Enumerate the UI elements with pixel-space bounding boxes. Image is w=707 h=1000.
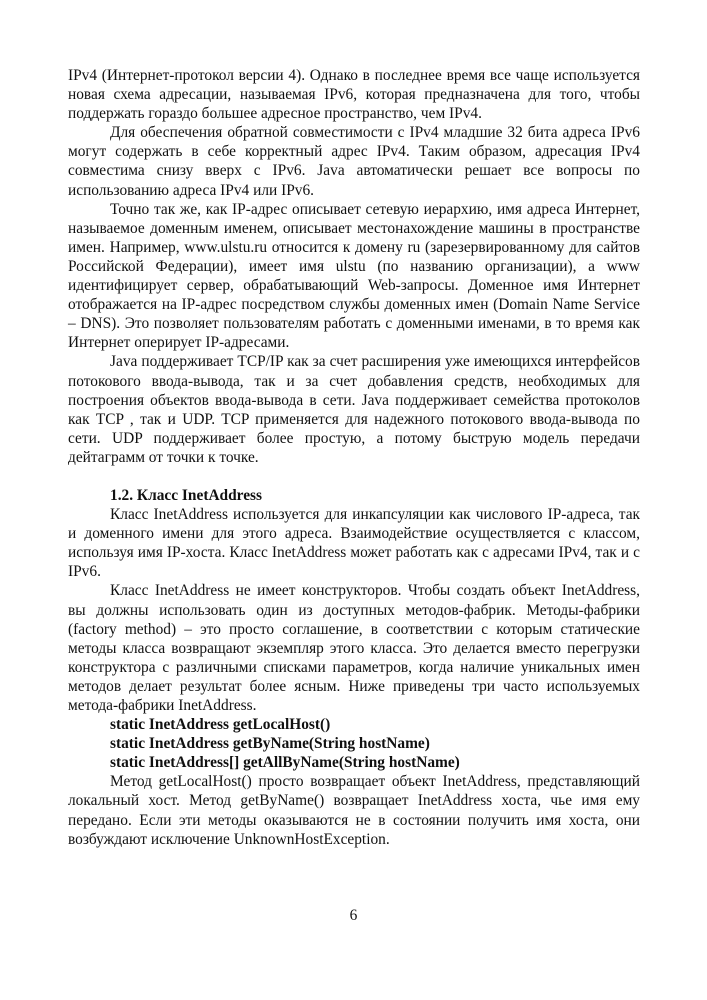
method-signature: static InetAddress[] getAllByName(String hostName) — [110, 754, 460, 772]
paragraph-domain-names: Точно так же, как IP-адрес описывает сетевую иерархию, имя адреса Интернет, называемое доменным именем, описывает местонахождение машины в пространстве имен. Например, www.ulstu.ru относится к домену ru (зарезервированному для сайтов Российской Федерации), имеет имя ulstu (по названию организации), а www идентифицирует сервер, обрабатывающий Web-запросы. Доменное имя Интернет отображается на IP-адрес посредством службы доменных имен (Domain Name Service – DNS). Это позволяет пользователям работать с доменными именами, в то время как Интернет оперирует IP-адресами. — [68, 200, 640, 352]
document-page — [68, 66, 640, 849]
method-list — [68, 715, 640, 772]
paragraph-compatibility: Для обеспечения обратной совместимости с IPv4 младшие 32 бита адреса IPv6 могут содержать в себе корректный адрес IPv4. Таким образом, адресация IPv4 совместима снизу вверх с IPv6. Java автоматически решает все вопросы по использованию адреса IPv4 или IPv6. — [68, 124, 640, 199]
paragraph-factory-methods: Класс InetAddress не имеет конструкторов. Чтобы создать объект InetAddress, вы должны использовать один из доступных методов-фабрик. Методы-фабрики (factory method) – это просто соглашение, в соответствии с которым статические методы класса возвращают экземпляр этого класса. Это делается вместо перегрузки конструктора с различными списками параметров, когда наличие уникальных имен методов делает результат более ясным. Ниже приведены три часто используемых метода-фабрики InetAddress. — [68, 582, 640, 714]
page-number: 6 — [349, 907, 358, 924]
section-spacer — [68, 467, 640, 486]
paragraph-inetaddress-purpose: Класс InetAddress используется для инкапсуляции как числового IP-адреса, так и доменного имени для этого адреса. Взаимодействие осуществляется с классом, используя имя IP-хоста. Класс InetAddress может работать как с адресами IPv4, так и с IPv6. — [68, 506, 640, 581]
paragraph-ipv4-intro: IPv4 (Интернет-протокол версии 4). Однако в последнее время все чаще используется новая схема адресации, называемая IPv6, которая предназначена для того, чтобы поддержать гораздо большее адресное пространство, чем IPv4. — [68, 67, 640, 123]
section-heading: 1.2. Класс InetAddress — [110, 486, 263, 504]
method-signature: static InetAddress getByName(String hostName) — [110, 735, 430, 753]
paragraph-method-description: Метод getLocalHost() просто возвращает объект InetAddress, представляющий локальный хост. Метод getByName() возвращает InetAddress хоста, чье имя ему передано. Если эти методы оказываются не в состоянии получить имя хоста, они возбуждают исключение UnknownHostException. — [68, 773, 640, 848]
method-signature: static InetAddress getLocalHost() — [110, 716, 331, 734]
paragraph-java-tcpip: Java поддерживает TCP/IP как за счет расширения уже имеющихся интерфейсов потокового ввода-вывода, так и за счет добавления средств, необходимых для построения объектов ввода-вывода в сети. Java поддерживает семейства протоколов как TCP , так и UDP. TCP применяется для надежного потокового ввода-вывода по сети. UDP поддерживает более простую, а потому быструю модель передачи дейтаграмм от точки к точке. — [68, 353, 640, 466]
